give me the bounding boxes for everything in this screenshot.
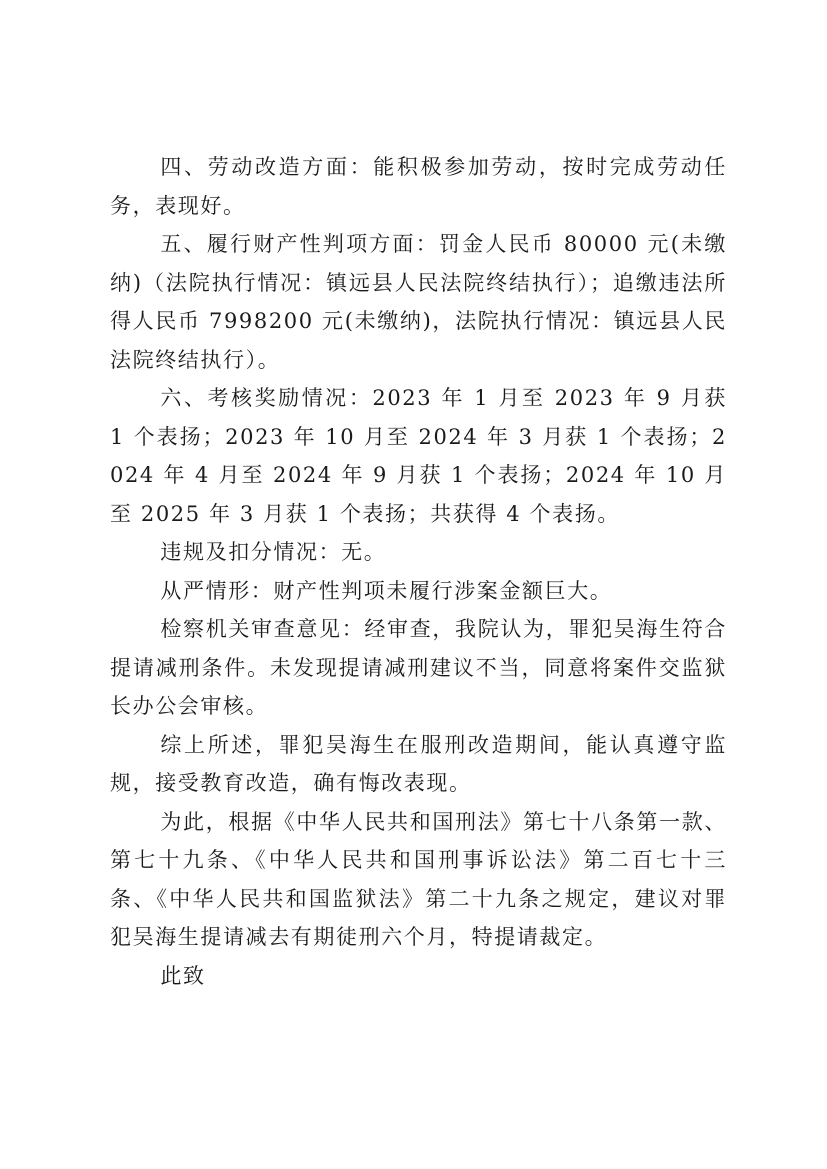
paragraph-legal-basis: 为此，根据《中华人民共和国刑法》第七十八条第一款、第七十九条、《中华人民共和国刑事诉讼法》第二百七十三条、《中华人民共和国监狱法》第二十九条之规定，建议对罪犯吴海生提请减去有期徒刑六个月，特提请裁定。 [110,809,727,949]
paragraph-salutation: 此致 [160,963,206,988]
paragraph-property-judgment: 五、履行财产性判项方面：罚金人民币 80000 元(未缴纳)（法院执行情况：镇远县人民法院终结执行）；追缴违法所得人民币 7998200 元(未缴纳)，法院执行情况：镇远县人民法院终结执行）。 [110,232,727,372]
paragraph-rewards: 六、考核奖励情况：2023 年 1 月至 2023 年 9 月获 1 个表扬；2023 年 10 月至 2024 年 3 月获 1 个表扬；2024 年 4 月至 2024 年 9 月获 1 个表扬；2024 年 10 月至 2025 年 3 月获 1 个表扬；共获得 4 个表扬。 [110,386,727,526]
paragraph-procuratorate-opinion: 检察机关审查意见：经审查，我院认为，罪犯吴海生符合提请减刑条件。未发现提请减刑建议不当，同意将案件交监狱长办公会审核。 [110,617,727,718]
paragraph-summary: 综上所述，罪犯吴海生在服刑改造期间，能认真遵守监规，接受教育改造，确有悔改表现。 [110,732,727,795]
paragraph-labor-reform: 四、劳动改造方面：能积极参加劳动，按时完成劳动任务，表现好。 [110,155,727,218]
paragraph-violations: 违规及扣分情况：无。 [160,540,387,564]
paragraph-strict-circumstances: 从严情形：财产性判项未履行涉案金额巨大。 [160,578,613,603]
